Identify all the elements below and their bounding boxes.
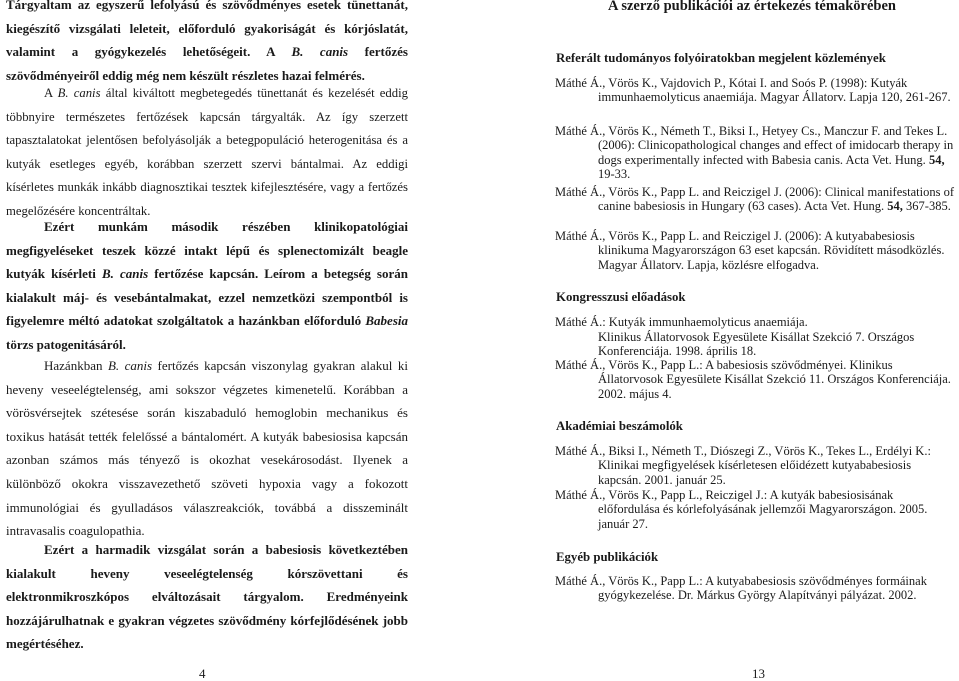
- text-run: fertőzés szövődményeiről eddig még nem készült részletes hazai felmérés.: [6, 44, 408, 83]
- text-run: B. canis: [291, 44, 349, 60]
- publication-entry: [555, 330, 955, 359]
- paragraph-renal-failure: [6, 354, 408, 543]
- text-run: Tárgyaltam az egyszerű lefolyású és szövődményes esetek tünettanát, kiegészítő vizsgálati leleteit, előforduló gyakoriságát és kórjóslatát, valamint a gyógykezelés lehetőségeit. A: [6, 0, 408, 60]
- section-heading-referalt: Referált tudományos folyóiratokban megjelent közlemények: [556, 51, 886, 65]
- publication-entry: [555, 315, 955, 329]
- text-run: Máthé Á., Vörös K., Németh T., Biksi I., Hetyey Cs., Manczur F. and Tekes L. (2006): Clinicopathological changes and effect of imidocarb therapy in dogs experimentally infected with Babesia canis. Acta Vet. Hung.: [555, 124, 954, 167]
- text-run: Máthé Á., Vörös K., Papp L. and Reiczigel J. (2006): A kutyababesiosis klinikuma Magyarországon 63 eset kapcsán. Rövidített másodközlés. Magyar Állatorv. Lapja, közlésre elfogadva.: [555, 229, 945, 272]
- text-run: Hazánkban: [44, 358, 108, 373]
- paragraph-third-study: [6, 538, 408, 656]
- text-run: Ezért munkám második részében klinikopatológiai megfigyeléseket teszek közzé intakt lépű és splenectomizált beagle kutyák kísérleti: [6, 219, 408, 282]
- paragraph-second-study: [6, 215, 408, 357]
- text-run: törzs patogenitásáról.: [6, 336, 126, 352]
- text-run: fertőzése kapcsán. Leírom a betegség során kialakult máj- és vesebántalmakat, ezzel nemzetközi szempontból is figyelemre méltó adatokat szolgáltatok a hazánkban előforduló: [6, 266, 408, 329]
- text-run: Máthé Á., Vörös K., Papp L., Reiczigel J.: A kutyák babesiosisának előfordulása és kórlefolyásának jellemzői Magyarországon. 2005. január 27.: [555, 488, 928, 531]
- text-run: 367-385.: [902, 199, 951, 214]
- publication-entry: [555, 185, 955, 214]
- paragraph-literature: [6, 82, 408, 224]
- text-run: 54,: [928, 152, 945, 167]
- paragraph-intro-summary: [6, 0, 408, 87]
- text-run: Máthé Á.: Kutyák immunhaemolyticus anaemiája.: [555, 315, 808, 329]
- text-run: Máthé Á., Vörös K., Vajdovich P., Kótai I. and Soós P. (1998): Kutyák immunhaemolyticus anaemiája. Magyar Állatorv. Lapja 120, 261-267.: [555, 76, 951, 105]
- text-run: B. canis: [107, 358, 153, 373]
- section-heading-kongresszusi: Kongresszusi előadások: [556, 290, 686, 304]
- text-run: Máthé Á., Biksi I., Németh T., Diószegi Z., Vörös K., Tekes L., Erdélyi K.: Klinikai megfigyelések kísérletesen előidézett kutyababesiosis kapcsán. 2001. január 25.: [555, 444, 931, 487]
- section-heading-akademiai: Akadémiai beszámolók: [556, 419, 683, 433]
- text-run: Ezért a harmadik vizsgálat során a babesiosis következtében kialakult heveny veseelégtelenség kórszövettani és elektronmikroszkópos elváltozásait tárgyalom. Eredményeink hozzájárulhatnak e gyakran végzetes szövődmény kórfejlődésének jobb megértéséhez.: [6, 542, 408, 652]
- text-run: B. canis: [101, 266, 149, 282]
- text-run: B. canis: [57, 86, 101, 100]
- text-run: 19-33.: [598, 166, 631, 181]
- page-number-right: 13: [752, 666, 765, 681]
- text-run: A: [44, 86, 58, 100]
- left-page: [0, 0, 470, 681]
- publication-entry: [555, 124, 955, 181]
- text-run: 54,: [887, 199, 903, 214]
- text-run: Máthé Á., Vörös K., Papp L.: A kutyababesiosis szövődményes formáinak gyógykezelése. Dr. Márkus György Alapítványi pályázat. 2002.: [555, 574, 927, 603]
- text-run: Klinikus Állatorvosok Egyesülete Kisállat Szekció 7. Országos Konferenciája. 1998. április 18.: [598, 330, 915, 359]
- section-heading-egyeb: Egyéb publikációk: [556, 550, 659, 564]
- right-page: [480, 0, 959, 681]
- publication-entry: [555, 76, 955, 105]
- publications-title: A szerző publikációi az értekezés témakörében: [608, 0, 896, 14]
- publication-entry: [555, 488, 955, 531]
- text-run: Máthé Á., Vörös K., Papp L. and Reiczigel J. (2006): Clinical manifestations of canine babesiosis in Hungary (63 cases). Acta Vet. Hung.: [555, 185, 954, 214]
- text-run: fertőzés kapcsán viszonylag gyakran alakul ki heveny veseelégtelenség, ami sokszor végzetes kimenetelű. Korábban a vörösvérsejtek szétesése során kiszabaduló hemoglobin mechanikus és toxikus hatását tették felelőssé a bántalomért. A kutyák babesiosisa kapcsán azonban számos más tényező is okozhat vesekárosodást. Ilyenek a különböző okokra visszavezethető szöveti hypoxia vagy a fokozott immunológiai és gyulladásos válaszreakciók, továbbá a disszeminált intravasalis coagulopathia.: [6, 358, 408, 539]
- publication-entry: [555, 574, 955, 603]
- publication-entry: [555, 444, 955, 487]
- text-run: által kiváltott megbetegedés tünettanát és kezelését eddig többnyire természetes fertőzések kapcsán tárgyalták. Az így szerzett tapasztalatokat jelentősen befolyásolják a betegpopuláció heterogenitása és a kutyák esetleges egyéb, korábban szerzett szervi bántalmai. Az eddigi kísérletes munkák inkább diagnosztikai tesztek kifejlesztésére, vagy a fertőzés megelőzésére koncentráltak.: [6, 86, 408, 218]
- text-run: Babesia: [365, 313, 408, 329]
- text-run: Máthé Á., Vörös K., Papp L.: A babesiosis szövődményei. Klinikus Állatorvosok Egyesülete Kisállat Szekció 11. Országos Konferenciája. 2002. május 4.: [555, 358, 951, 401]
- publication-entry: [555, 358, 955, 401]
- page-number-left: 4: [199, 666, 206, 681]
- publication-entry: [555, 229, 955, 272]
